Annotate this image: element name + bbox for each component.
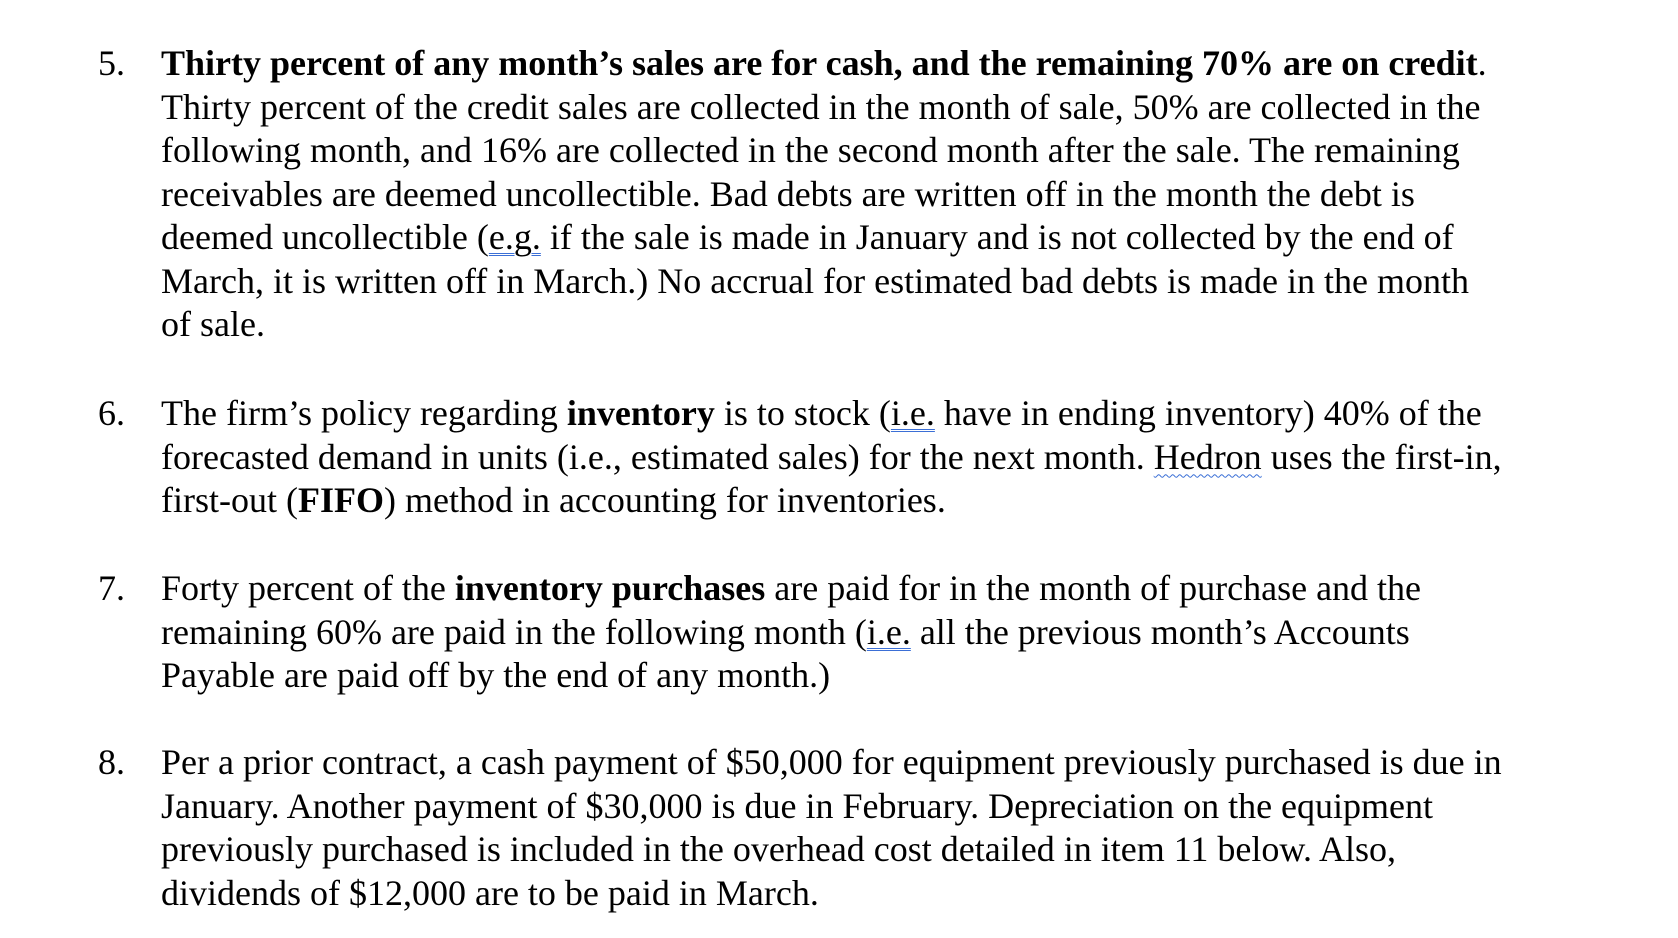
text-line xyxy=(161,303,1661,347)
item-text xyxy=(161,42,1661,347)
text-line xyxy=(161,392,1661,436)
text-run: is to stock ( xyxy=(714,393,891,433)
text-run: Payable are paid off by the end of any month.) xyxy=(161,655,831,695)
item-text xyxy=(161,741,1661,915)
text-line xyxy=(161,567,1661,611)
text-run: are paid for in the month of purchase and the xyxy=(765,568,1422,608)
text-line xyxy=(161,479,1661,523)
text-run: following month, and 16% are collected in the second month after the sale. The remaining xyxy=(161,130,1460,170)
text-run: remaining 60% are paid in the following month ( xyxy=(161,611,867,652)
text-line xyxy=(161,129,1661,173)
item-text xyxy=(161,392,1661,523)
text-run: January. Another payment of $30,000 is due in February. Depreciation on the equipment xyxy=(161,785,1434,826)
text-run: dividends of $12,000 are to be paid in March. xyxy=(161,872,819,913)
text-run: deemed uncollectible ( xyxy=(161,217,489,257)
text-line xyxy=(161,42,1661,86)
text-line xyxy=(161,173,1661,217)
text-run: previously purchased is included in the overhead cost detailed in item 11 below. Also, xyxy=(161,829,1397,869)
text-line xyxy=(161,86,1661,130)
text-run: forecasted demand in units (i.e., estimated sales) for the next month. xyxy=(161,436,1154,477)
text-run: first-out ( xyxy=(161,480,298,520)
text-run: March, it is written off in March.) No accrual for estimated bad debts is made in the month xyxy=(161,260,1469,301)
bold-phrase: FIFO xyxy=(297,480,384,520)
text-run: if the sale is made in January and is not collected by the end of xyxy=(540,217,1454,257)
text-line xyxy=(161,611,1661,655)
text-line xyxy=(161,436,1661,480)
text-run: receivables are deemed uncollectible. Bad debts are written off in the month the debt is xyxy=(161,173,1415,214)
bold-phrase: inventory xyxy=(566,393,715,433)
text-run: The firm’s policy regarding xyxy=(161,393,567,433)
item-number: 5. xyxy=(98,43,125,83)
grammar-flag-eg[interactable]: e.g. xyxy=(488,217,541,257)
bold-phrase: inventory purchases xyxy=(454,568,766,608)
text-line xyxy=(161,216,1661,260)
text-run: all the previous month’s Accounts xyxy=(910,611,1410,652)
grammar-flag-ie[interactable]: i.e. xyxy=(866,611,911,652)
text-run: Per a prior contract, a cash payment of $50,000 for equipment previously purchased is due in xyxy=(161,742,1502,782)
item-text xyxy=(161,567,1661,698)
text-run: of sale. xyxy=(161,304,265,344)
text-line xyxy=(161,828,1661,872)
text-run: Forty percent of the xyxy=(161,568,455,608)
grammar-flag-ie[interactable]: i.e. xyxy=(890,393,935,433)
text-line xyxy=(161,872,1661,916)
text-line xyxy=(161,785,1661,829)
text-line xyxy=(161,260,1661,304)
text-run: ) method in accounting for inventories. xyxy=(383,480,946,520)
text-line xyxy=(161,741,1661,785)
text-line xyxy=(161,654,1661,698)
item-number: 7. xyxy=(98,568,125,608)
bold-phrase: Thirty percent of any month’s sales are for cash, and the remaining 70% are on credit xyxy=(161,43,1478,83)
text-run: Thirty percent of the credit sales are collected in the month of sale, 50% are collected in the xyxy=(161,86,1481,127)
item-number: 6. xyxy=(98,393,125,433)
spelling-flag-hedron[interactable]: Hedron xyxy=(1153,436,1262,477)
text-run: . xyxy=(1477,43,1487,83)
item-number: 8. xyxy=(98,742,125,782)
text-run: uses the first-in, xyxy=(1261,436,1502,477)
text-run: have in ending inventory) 40% of the xyxy=(934,393,1482,433)
